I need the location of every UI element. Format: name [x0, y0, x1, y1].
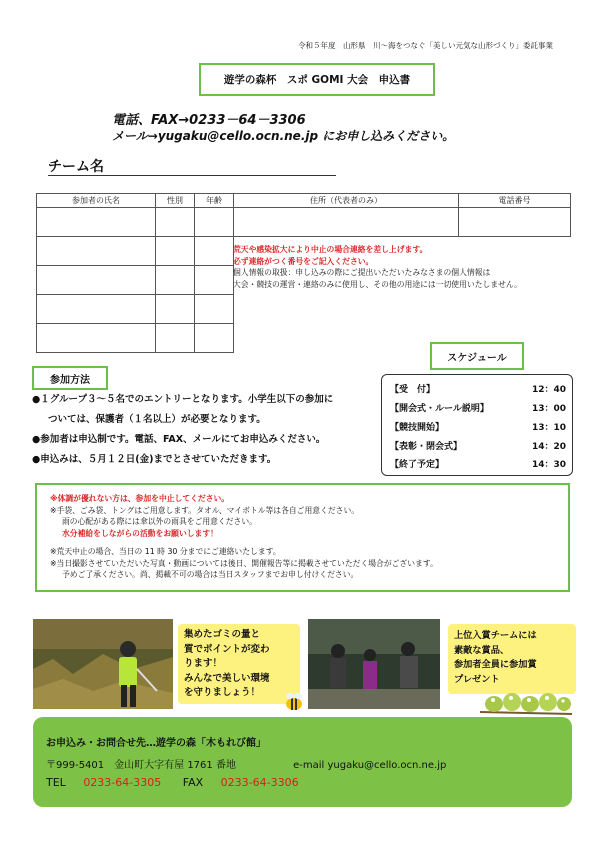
schedule-title-text: スケジュール — [447, 352, 507, 364]
notes-line-2: 雨の心配がある際には傘以外の雨具をご用意ください。 — [62, 517, 257, 526]
footer-tel-label: TEL — [46, 776, 66, 789]
name-cell[interactable] — [37, 208, 156, 237]
header-phone: 電話番号 — [459, 194, 571, 208]
schedule-time: 12：40 — [531, 385, 566, 395]
notes-line-4: ※当日撮影させていただいた写真・動画については後日、開催報告等に掲載させていただく場合がございます。 — [50, 558, 438, 568]
header-address: 住所（代表者のみ） — [234, 194, 459, 208]
schedule-row — [390, 382, 566, 395]
prize-line: 上位入賞チームには — [454, 630, 537, 641]
phone-cell[interactable] — [459, 208, 571, 237]
footer-inquiry: お申込み・お問合せ先…遊学の森「木もれび館」 — [46, 738, 266, 749]
footer-phone-line — [46, 776, 299, 789]
top-note: 令和５年度 山形県 川～海をつなぐ「美しい元気な山形づくり」委託事業 — [298, 41, 553, 50]
age-cell[interactable] — [195, 237, 234, 266]
notice-block — [233, 244, 563, 290]
prize-line: プレゼント — [454, 673, 500, 685]
method-title — [32, 366, 108, 390]
notice-red-1: 荒天や感染拡大により中止の場合連絡を差し上げます。 — [233, 245, 428, 254]
name-cell[interactable] — [37, 295, 156, 324]
notes-spacer — [50, 539, 555, 546]
gender-cell[interactable] — [156, 266, 195, 295]
photo-cleanup-volunteer — [33, 619, 173, 709]
footer-address-line — [46, 756, 446, 771]
name-cell[interactable] — [37, 266, 156, 295]
schedule-label: 【受 付】 — [390, 385, 436, 395]
footer-email[interactable]: e-mail yugaku@cello.ocn.ne.jp — [293, 760, 447, 771]
notes-line-3: ※荒天中止の場合、当日の 11 時 30 分までにご連絡いたします。 — [50, 547, 281, 556]
schedule-time: 13：00 — [531, 404, 566, 414]
footer-address: 〒999-5401 金山町大字有屋 1761 番地 — [46, 760, 236, 771]
notes-line-5: 予めご了承ください。尚、掲載不可の場合は当日スタッフまでお申し付けください。 — [62, 570, 359, 579]
name-cell[interactable] — [37, 237, 156, 266]
points-line: 集めたゴミの量と — [184, 629, 261, 640]
footer-fax[interactable]: 0233-64-3306 — [220, 776, 299, 789]
contact-mail: メール→yugaku@cello.ocn.ne.jp にお申し込みください。 — [112, 129, 455, 143]
schedule-time: 14：30 — [531, 460, 566, 470]
schedule-row — [390, 401, 566, 414]
schedule-row — [390, 457, 566, 470]
points-line: 質でポイントが変わ — [184, 643, 270, 655]
team-name-label: チーム名 — [48, 159, 104, 175]
photo-participants — [308, 619, 440, 709]
method-block — [32, 390, 377, 470]
notes-text — [50, 493, 555, 581]
schedule-label: 【開会式・ルール説明】 — [390, 404, 489, 414]
schedule-label: 【表彰・閉会式】 — [390, 442, 463, 452]
points-line: ります！ — [184, 658, 223, 669]
gender-cell[interactable] — [156, 237, 195, 266]
notice-line-1: 個人情報の取扱：申し込みの際にご提出いただいたみなさまの個人情報は — [233, 268, 491, 277]
schedule-label: 【競技開始】 — [390, 423, 445, 433]
header-name: 参加者の氏名 — [37, 194, 156, 208]
footer-fax-label: FAX — [182, 776, 204, 789]
prize-line: 参加者全員に参加賞 — [454, 659, 537, 670]
table-row — [37, 208, 571, 237]
schedule-title — [430, 342, 524, 370]
notice-line-2: 大会・競技の運営・連絡のみに使用し、その他の用途には一切使用いたしません。 — [233, 279, 522, 289]
bee-icon — [282, 690, 306, 714]
name-cell[interactable] — [37, 324, 156, 353]
method-line-2: ●参加者は申込制です。電話、FAX、メールにてお申込みください。 — [32, 434, 326, 445]
age-cell[interactable] — [195, 295, 234, 324]
table-header-row — [37, 194, 571, 208]
points-line: を守りましょう！ — [184, 687, 261, 698]
notes-line-1: ※手袋、ごみ袋、トングはご用意します。タオル、マイボトル等は各自ご用意ください。 — [50, 505, 360, 515]
gender-cell[interactable] — [156, 295, 195, 324]
footer-tel[interactable]: 0233-64-3305 — [83, 776, 162, 789]
gender-cell[interactable] — [156, 208, 195, 237]
method-line-3: ●申込みは、５月１２日(金)までとさせていただきます。 — [32, 454, 277, 465]
notes-red-2: 水分補給をしながらの活動をお願いします！ — [62, 528, 218, 538]
notes-red-1: ※体調が優れない方は、参加を中止してください。 — [50, 494, 230, 503]
age-cell[interactable] — [195, 266, 234, 295]
method-line-1: ●１グループ３～５名でのエントリーとなります。小学生以下の参加に — [32, 394, 334, 405]
gender-cell[interactable] — [156, 324, 195, 353]
schedule-row — [390, 420, 566, 433]
form-title — [199, 63, 435, 96]
birds-illustration — [480, 686, 572, 720]
header-age: 年齢 — [195, 194, 234, 208]
schedule-row — [390, 439, 566, 452]
prize-bubble — [448, 624, 576, 694]
form-title-text: 遊学の森杯 スポ GOMI 大会 申込書 — [223, 74, 411, 86]
schedule-label: 【終了予定】 — [390, 460, 445, 470]
method-line-1b: ついては、保護者（１名以上）が必要となります。 — [48, 414, 266, 425]
points-line: みんなで美しい環境 — [184, 672, 270, 684]
schedule-time: 13：10 — [531, 423, 566, 433]
team-name-field[interactable] — [48, 175, 336, 176]
prize-line: 素敵な賞品、 — [454, 644, 510, 656]
age-cell[interactable] — [195, 324, 234, 353]
notice-red-2: 必ず連絡がつく番号をご記入ください。 — [233, 256, 374, 266]
age-cell[interactable] — [195, 208, 234, 237]
contact-phone-fax: 電話、FAX→0233－64－3306 — [112, 113, 306, 128]
address-cell[interactable] — [234, 208, 459, 237]
method-title-text: 参加方法 — [50, 374, 90, 386]
schedule-box — [381, 374, 573, 476]
header-gender: 性別 — [156, 194, 195, 208]
schedule-time: 14：20 — [531, 442, 566, 452]
